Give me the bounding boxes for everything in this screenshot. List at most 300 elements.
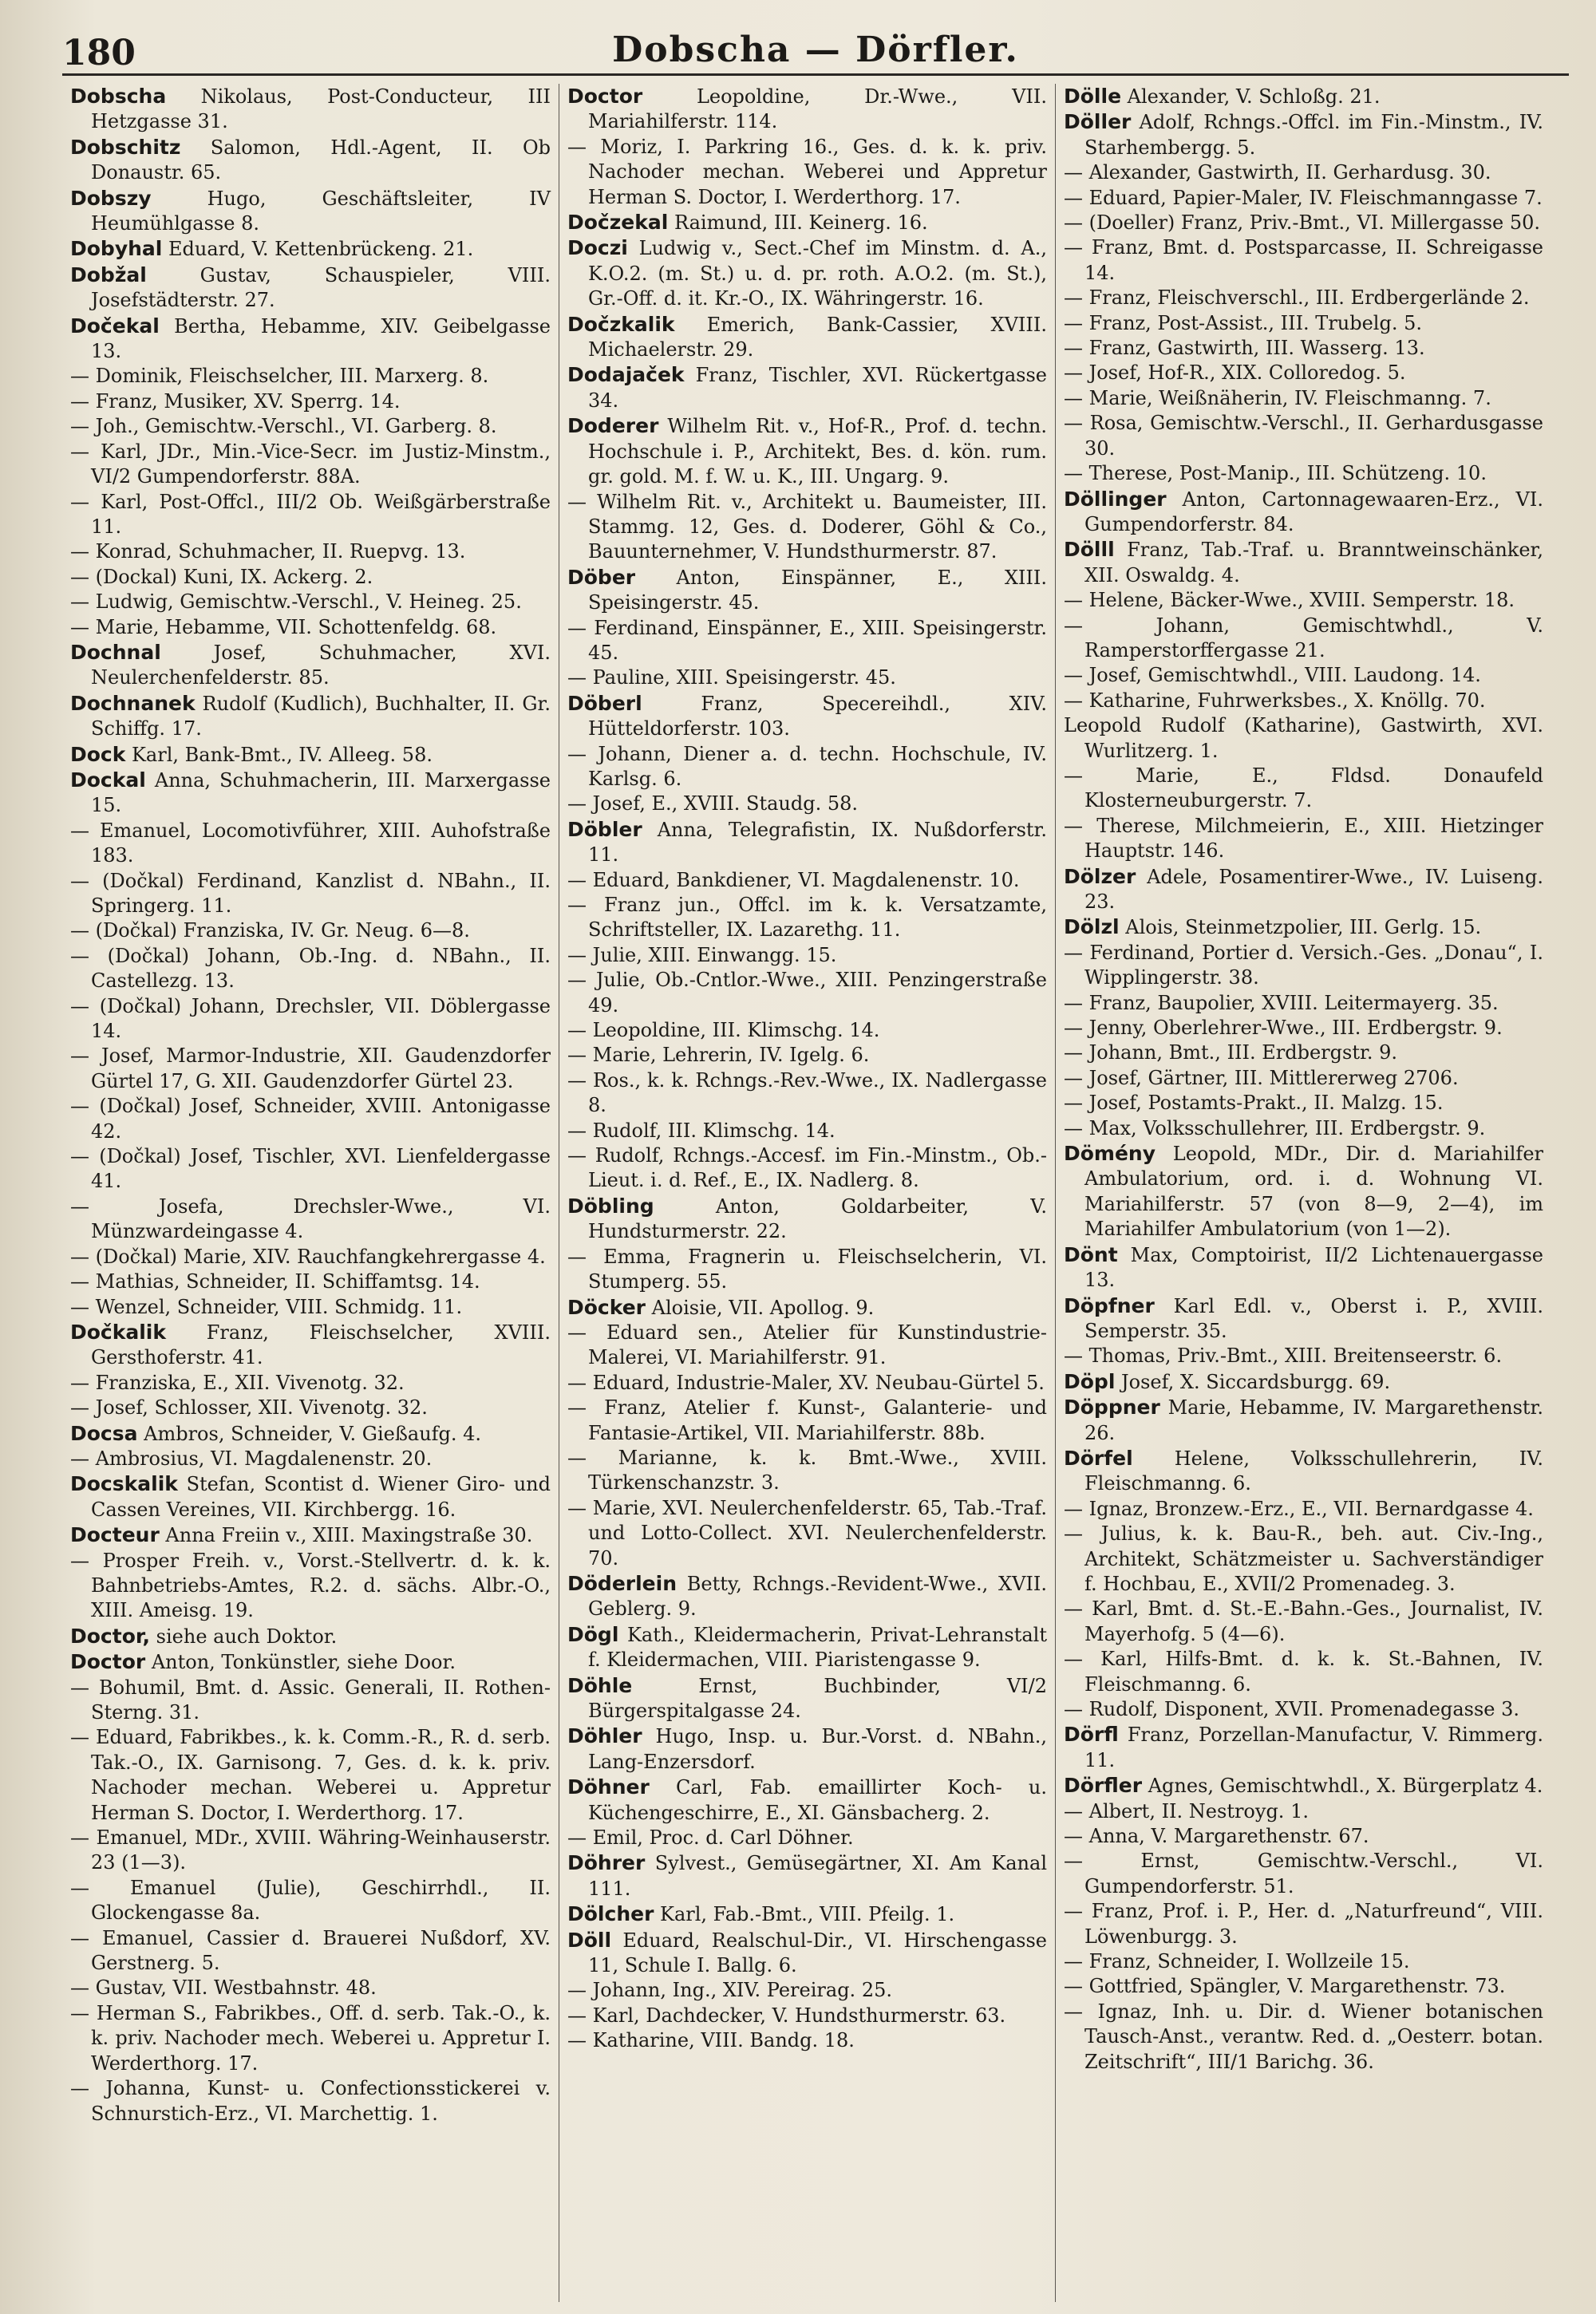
directory-entry (567, 1119, 1047, 1143)
entry-details: — (Dočkal) Josef, Tischler, XVI. Lienfeldergasse 41. (70, 1145, 551, 1193)
directory-entry (1064, 1974, 1543, 1999)
directory-entry (567, 1068, 1047, 1119)
directory-entry (1064, 1849, 1543, 1899)
entry-surname: Döhle (567, 1673, 633, 1697)
entry-details: Franz, Tischler, XVI. Rückertgasse 34. (588, 364, 1047, 412)
directory-entry (1064, 1899, 1543, 1949)
entry-details: Adolf, Rchngs.-Offcl. im Fin.-Minstm., IV. Starhembergg. 5. (1084, 111, 1543, 159)
entry-details: — Eduard, Industrie-Maler, XV. Neubau-Gürtel 5. (567, 1371, 1045, 1394)
entry-details: — Helene, Bäcker-Wwe., XVIII. Semperstr. 18. (1064, 589, 1515, 612)
entry-surname: Dobschitz (70, 135, 181, 159)
entry-details: Anton, Cartonnagewaaren-Erz., VI. Gumpendorferstr. 84. (1084, 488, 1543, 535)
directory-entry (70, 1447, 551, 1471)
entry-details: — Therese, Post-Manip., III. Schützeng. 10. (1064, 462, 1487, 485)
directory-entry (1064, 1799, 1543, 1824)
entry-details: Nikolaus, Post-Conducteur, III Hetzgasse 31. (91, 85, 551, 133)
entry-details: — (Dočkal) Johann, Drechsler, VII. Döblergasse 14. (70, 994, 551, 1043)
entry-surname: Dögl (567, 1622, 619, 1646)
entry-details: — Josefa, Drechsler-Wwe., VI. Münzwardeingasse 4. (70, 1195, 551, 1243)
directory-entry (70, 389, 551, 414)
entry-details: Josef, Schuhmacher, XVI. Neulerchenfelderstr. 85. (91, 641, 551, 689)
directory-entry (70, 263, 551, 314)
directory-entry (70, 1976, 551, 2000)
directory-entry (567, 1571, 1047, 1622)
entry-details: — Ros., k. k. Rchngs.-Rev.-Wwe., IX. Nadlergasse 8. (567, 1068, 1047, 1117)
entry-details: — Josef, Schlosser, XII. Vivenotg. 32. (70, 1396, 428, 1420)
entry-details: — Eduard sen., Atelier für Kunstindustrie-Malerei, VI. Mariahilferstr. 91. (567, 1321, 1047, 1369)
directory-entry (70, 364, 551, 389)
entry-details: — Pauline, XIII. Speisingerstr. 45. (567, 666, 896, 689)
entry-details: — Julie, XIII. Einwangg. 15. (567, 943, 837, 966)
directory-entry (70, 1270, 551, 1294)
entry-details: Ernst, Buchbinder, VI/2 Bürgerspitalgasse 24. (588, 1674, 1047, 1722)
entry-details: — Moriz, I. Parkring 16., Ges. d. k. k. priv. Nachoder mechan. Weberei und Appretur Herman S. Doctor, I. Werderthorg. 17. (567, 135, 1047, 208)
directory-entry (1064, 1041, 1543, 1065)
entry-details: — Karl, Bmt. d. St.-E.-Bahn.-Ges., Journalist, IV. Mayerhofg. 5 (4—6). (1064, 1597, 1543, 1645)
entry-details: Franz, Fleischselcher, XVIII. Gersthoferstr. 41. (91, 1321, 551, 1369)
entry-details: — Karl, Dachdecker, V. Hundsthurmerstr. 63. (567, 2004, 1006, 2027)
entry-details: Hugo, Geschäftsleiter, IV Heumühlgasse 8. (91, 187, 551, 235)
entry-details: — Emanuel, MDr., XVIII. Währing-Weinhauserstr. 23 (1—3). (70, 1826, 551, 1874)
directory-entry (1064, 109, 1543, 160)
entry-surname: Dočekal (70, 314, 160, 338)
directory-entry (70, 1421, 551, 1447)
directory-entry (70, 186, 551, 237)
entry-details: Alexander, V. Schloßg. 21. (1121, 85, 1381, 108)
entry-details: Franz, Tab.-Traf. u. Branntweinschänker, XII. Oswaldg. 4. (1084, 539, 1543, 586)
directory-entry (70, 2001, 551, 2076)
entry-details: — Marie, XVI. Neulerchenfelderstr. 65, Tab.-Traf. und Lotto-Collect. XVI. Neulerchenfelderstr. 70. (567, 1496, 1047, 1570)
entry-details: — (Doeller) Franz, Priv.-Bmt., VI. Millergasse 50. (1064, 211, 1541, 235)
entry-details: — Johann, Gemischtwhdl., V. Ramperstorffergasse 21. (1064, 614, 1543, 661)
entry-details: — (Dockal) Kuni, IX. Ackerg. 2. (70, 565, 373, 588)
directory-entry (1064, 1522, 1543, 1597)
directory-entry (70, 590, 551, 614)
entry-details: — Anna, V. Margarethenstr. 67. (1064, 1825, 1369, 1848)
entry-details: — Rosa, Gemischtw.-Verschl., II. Gerhardusgasse 30. (1064, 412, 1543, 460)
directory-entry (70, 1826, 551, 1876)
entry-surname: Dobszy (70, 186, 152, 210)
directory-entry (1064, 386, 1543, 411)
directory-entry (567, 1018, 1047, 1043)
entry-details: Kath., Kleidermacherin, Privat-Lehranstalt f. Kleidermachen, VIII. Piaristengasse 9. (588, 1623, 1047, 1672)
entry-surname: Döber (567, 565, 636, 589)
entry-details: — Max, Volksschullehrer, III. Erdbergstr. 9. (1064, 1116, 1486, 1139)
directory-entry (70, 1926, 551, 1976)
directory-entry (1064, 537, 1543, 588)
entry-details: — Mathias, Schneider, II. Schiffamtsg. 14. (70, 1270, 480, 1293)
directory-entry (1064, 211, 1543, 235)
directory-entry (567, 868, 1047, 893)
directory-entry (70, 742, 551, 768)
entry-details: — Prosper Freih. v., Vorst.-Stellvertr. d. k. k. Bahnbetriebs-Amtes, R.2. d. sächs. Albr.-O., XIII. Ameisg. 19. (70, 1549, 551, 1622)
entry-surname: Dörfler (1064, 1774, 1143, 1798)
entry-details: — Alexander, Gastwirth, II. Gerhardusg. 30. (1064, 161, 1491, 184)
directory-entry (567, 1724, 1047, 1775)
directory-entry (70, 640, 551, 691)
entry-surname: Doctor (70, 1650, 146, 1674)
entry-details: — Josef, Hof-R., XIX. Colloredog. 5. (1064, 361, 1406, 385)
directory-entry (567, 2004, 1047, 2028)
entry-surname: Doderer (567, 414, 659, 438)
directory-entry (567, 2028, 1047, 2053)
directory-entry (1064, 1344, 1543, 1368)
entry-details: Bertha, Hebamme, XIV. Geibelgasse 13. (91, 314, 551, 363)
entry-surname: Döll (567, 1928, 612, 1952)
directory-entry (1064, 160, 1543, 185)
directory-entry (70, 819, 551, 869)
directory-entry (70, 1549, 551, 1624)
entry-details: — Josef, Gemischtwhdl., VIII. Laudong. 14. (1064, 664, 1481, 687)
entry-details: — Ferdinand, Portier d. Versich.-Ges. „Donau“, I. Wipplingerstr. 38. (1064, 941, 1543, 989)
entry-details: — Ignaz, Bronzew.-Erz., E., VII. Bernardgasse 4. (1064, 1497, 1534, 1520)
directory-entry (567, 893, 1047, 943)
entry-details: Anna, Telegrafistin, IX. Nußdorferstr. 11. (588, 818, 1047, 867)
entry-surname: Dochnanek (70, 691, 196, 715)
directory-entry (1064, 311, 1543, 336)
directory-entry (1064, 411, 1543, 461)
entry-details: Betty, Rchngs.-Revident-Wwe., XVII. Geblerg. 9. (588, 1572, 1047, 1621)
entry-details: Emerich, Bank-Cassier, XVIII. Michaelerstr. 29. (588, 313, 1047, 361)
directory-entry (1064, 1116, 1543, 1141)
entry-details: Josef, X. Siccardsburgg. 69. (1115, 1370, 1391, 1393)
directory-entry (70, 944, 551, 994)
entry-details: Leopoldine, Dr.-Wwe., VII. Mariahilferstr. 114. (588, 85, 1047, 133)
entry-details: Leopold, MDr., Dir. d. Mariahilfer Ambulatorium, ord. i. d. Wohnung VI. Mariahilferstr. 57 (von 8—9, 2—4), im Mariahilfer Ambulatorium (von 1—2). (1084, 1143, 1543, 1241)
entry-details: — Albert, II. Nestroyg. 1. (1064, 1799, 1309, 1822)
directory-entry (567, 1850, 1047, 1901)
entry-details: Anton, Einspänner, E., XIII. Speisingerstr. 45. (588, 566, 1047, 614)
entry-details: — Josef, Postamts-Prakt., II. Malzg. 15. (1064, 1092, 1444, 1115)
entry-surname: Döller (1064, 110, 1132, 134)
entry-details: — Franz, Schneider, I. Wollzeile 15. (1064, 1950, 1410, 1973)
entry-details: — Herman S., Fabrikbes., Off. d. serb. Tak.-O., k. k. priv. Nachoder mech. Weberei u. Appretur I. Werderthorg. 17. (70, 2001, 551, 2075)
directory-entry (567, 413, 1047, 489)
entry-details: Karl, Fab.-Bmt., VIII. Pfeilg. 1. (654, 1903, 955, 1926)
entry-details: Wilhelm Rit. v., Hof-R., Prof. d. techn. Hochschule i. P., Architekt, Bes. d. kön. rum. gr. gold. M. f. W. u. K., III. Ungarg. 9. (588, 415, 1047, 488)
entry-details: Franz, Specereihdl., XIV. Hütteldorferstr. 103. (588, 692, 1047, 740)
entry-details: — Gottfried, Spängler, V. Margarethenstr. 73. (1064, 1975, 1506, 1998)
directory-entry (1064, 1824, 1543, 1849)
entry-details: Ambros, Schneider, V. Gießaufg. 4. (137, 1422, 482, 1445)
entry-surname: Dörfl (1064, 1723, 1119, 1747)
directory-entry (70, 918, 551, 943)
directory-entry (567, 1826, 1047, 1850)
directory-entry (70, 1195, 551, 1245)
entry-details: Leopold Rudolf (Katharine), Gastwirth, XVI. Wurlitzerg. 1. (1064, 714, 1543, 762)
entry-details: — Ferdinand, Einspänner, E., XIII. Speisingerstr. 45. (567, 616, 1047, 664)
directory-entry (70, 565, 551, 590)
directory-entry (567, 84, 1047, 135)
directory-entry (70, 1725, 551, 1826)
directory-entry (70, 1624, 551, 1649)
entry-details: — Franz, Bmt. d. Postsparcasse, II. Schreigasse 14. (1064, 236, 1543, 284)
directory-entry (1064, 764, 1543, 814)
entry-details: Eduard, V. Kettenbrückeng. 21. (162, 238, 474, 261)
entry-details: — Franz, Fleischverschl., III. Erdbergerlände 2. (1064, 286, 1530, 310)
directory-entry (70, 615, 551, 640)
directory-entry (567, 362, 1047, 413)
directory-entry (1064, 1141, 1543, 1242)
entry-details: — Gustav, VII. Westbahnstr. 48. (70, 1976, 377, 2000)
directory-entry (70, 1320, 551, 1371)
directory-entry (1064, 1066, 1543, 1091)
directory-entry (567, 691, 1047, 742)
directory-entry (567, 1928, 1047, 1979)
entry-details: — Thomas, Priv.-Bmt., XIII. Breitenseerstr. 6. (1064, 1345, 1503, 1368)
directory-entry (70, 1295, 551, 1320)
entry-surname: Dölzer (1064, 864, 1136, 888)
directory-entry (567, 1143, 1047, 1194)
entry-surname: Docteur (70, 1523, 160, 1547)
entry-surname: Doctor (567, 85, 643, 108)
entry-details: — Emanuel (Julie), Geschirrhdl., II. Glockengasse 8a. (70, 1876, 551, 1925)
directory-entry (70, 1044, 551, 1094)
entry-details: — Emanuel, Cassier d. Brauerei Nußdorf, XV. Gerstnerg. 5. (70, 1926, 551, 1975)
entry-details: — Wenzel, Schneider, VIII. Schmidg. 11. (70, 1295, 463, 1318)
entry-details: Eduard, Realschul-Dir., VI. Hirschengasse 11, Schule I. Ballg. 6. (588, 1929, 1047, 1977)
entry-details: — Franz, Post-Assist., III. Trubelg. 5. (1064, 311, 1423, 334)
directory-entry (70, 2076, 551, 2126)
directory-entry (1064, 1242, 1543, 1293)
directory-entry (1064, 2000, 1543, 2075)
entry-surname: Docskalik (70, 1472, 178, 1496)
entry-details: — Johann, Ing., XIV. Pereirag. 25. (567, 1979, 892, 2002)
entry-details: — Emma, Fragnerin u. Fleischselcherin, VI. Stumperg. 55. (567, 1245, 1047, 1293)
entry-details: — Ambrosius, VI. Magdalenenstr. 20. (70, 1447, 433, 1470)
entry-details: — Marie, Hebamme, VII. Schottenfeldg. 68. (70, 615, 497, 638)
directory-entry (567, 1396, 1047, 1446)
entry-details: — Ernst, Gemischtw.-Verschl., VI. Gumpendorferstr. 51. (1064, 1850, 1543, 1897)
directory-entry (567, 1371, 1047, 1396)
directory-entry (1064, 1293, 1543, 1345)
entry-surname: Döderlein (567, 1571, 677, 1595)
directory-entry (567, 943, 1047, 968)
entry-surname: Dölll (1064, 538, 1115, 562)
entry-surname: Dölcher (567, 1902, 654, 1926)
entry-details: Sylvest., Gemüsegärtner, XI. Am Kanal 111. (588, 1852, 1047, 1900)
entry-details: Marie, Hebamme, IV. Margarethenstr. 26. (1084, 1396, 1543, 1444)
entry-details: Agnes, Gemischtwhdl., X. Bürgerplatz 4. (1142, 1775, 1543, 1798)
directory-entry (70, 314, 551, 365)
directory-entry (1064, 1647, 1543, 1697)
entry-details: — Franz jun., Offcl. im k. k. Versatzamte, Schriftsteller, IX. Lazarethg. 11. (567, 894, 1047, 942)
directory-entry (567, 1901, 1047, 1927)
entry-details: — Emanuel, Locomotivführer, XIII. Auhofstraße 183. (70, 819, 551, 867)
directory-entry (70, 691, 551, 742)
entry-details: — Wilhelm Rit. v., Architekt u. Baumeister, III. Stammg. 12, Ges. d. Doderer, Göhl & Co., Bauunternehmer, V. Hundsthurmerstr. 87. (567, 490, 1047, 563)
entry-details: Anna, Schuhmacherin, III. Marxergasse 15. (91, 768, 551, 817)
entry-surname: Döcker (567, 1295, 646, 1319)
directory-entry (567, 1043, 1047, 1068)
directory-entry (1064, 864, 1543, 915)
directory-entry (567, 312, 1047, 363)
entry-details: — Jenny, Oberlehrer-Wwe., III. Erdbergstr. 9. (1064, 1017, 1503, 1040)
entry-surname: Döberl (567, 691, 642, 715)
directory-entry (70, 1649, 551, 1675)
entry-surname: Dock (70, 742, 126, 766)
directory-entry (70, 440, 551, 490)
directory-entry (567, 210, 1047, 235)
entry-surname: Dobžal (70, 263, 147, 286)
directory-entry (70, 994, 551, 1044)
entry-details: — Bohumil, Bmt. d. Assic. Generali, II. Rothen-Sterng. 31. (70, 1676, 551, 1724)
entry-details: — Marianne, k. k. Bmt.-Wwe., XVIII. Türkenschanzstr. 3. (567, 1446, 1047, 1495)
directory-entry (70, 84, 551, 135)
directory-entry (1064, 1497, 1543, 1522)
directory-columns (62, 84, 1569, 2302)
entry-details: — Eduard, Papier-Maler, IV. Fleischmanngasse 7. (1064, 186, 1543, 209)
entry-surname: Döpfner (1064, 1293, 1155, 1317)
directory-entry (567, 968, 1047, 1018)
entry-details: — Rudolf, III. Klimschg. 14. (567, 1119, 836, 1142)
directory-entry (1064, 461, 1543, 486)
directory-entry (70, 1471, 551, 1522)
running-title: Dobscha — Dörfler. (612, 30, 1019, 70)
entry-details: Helene, Volksschullehrerin, IV. Fleischmanng. 6. (1084, 1447, 1543, 1495)
entry-details: — Rudolf, Disponent, XVII. Promenadegasse 3. (1064, 1698, 1520, 1720)
entry-surname: Docsa (70, 1421, 138, 1445)
directory-entry (567, 665, 1047, 690)
directory-entry (70, 1522, 551, 1548)
entry-details: — (Dočkal) Ferdinand, Kanzlist d. NBahn., II. Springerg. 11. (70, 869, 551, 917)
directory-entry (567, 1496, 1047, 1571)
directory-entry (1064, 1016, 1543, 1041)
entry-details: — Ludwig, Gemischtw.-Verschl., V. Heineg. 25. (70, 590, 522, 614)
directory-entry (1064, 1597, 1543, 1647)
directory-entry (567, 1194, 1047, 1245)
entry-details: Max, Comptoirist, II/2 Lichtenauergasse 13. (1084, 1243, 1543, 1292)
directory-entry (1064, 689, 1543, 713)
directory-entry (70, 236, 551, 262)
entry-surname: Dochnal (70, 640, 161, 664)
directory-entry (1064, 84, 1543, 109)
entry-details: — Julie, Ob.-Cntlor.-Wwe., XIII. Penzingerstraße 49. (567, 969, 1047, 1017)
directory-entry (1064, 336, 1543, 361)
directory-entry (567, 1245, 1047, 1295)
page-number: 180 (62, 33, 136, 73)
entry-details: Carl, Fab. emaillirter Koch- u. Küchengeschirre, E., XI. Gänsbacherg. 2. (588, 1776, 1047, 1824)
entry-details: — Emil, Proc. d. Carl Döhner. (567, 1826, 854, 1850)
directory-entry (70, 1676, 551, 1726)
entry-details: — Leopoldine, III. Klimschg. 14. (567, 1019, 880, 1042)
entry-details: — Marie, Weißnäherin, IV. Fleischmanng. 7. (1064, 386, 1491, 409)
directory-entry (1064, 235, 1543, 286)
directory-entry (1064, 1091, 1543, 1116)
directory-entry (1064, 614, 1543, 664)
directory-entry (567, 565, 1047, 616)
page-header (62, 21, 1569, 76)
entry-details: — Eduard, Fabrikbes., k. k. Comm.-R., R. d. serb. Tak.-O., IX. Garnisong. 7, Ges. d. k. k. priv. Nachoder mechan. Weberei u. Appretur Herman S. Doctor, I. Werderthorg. 17. (70, 1726, 551, 1824)
entry-details: — Marie, E., Fldsd. Donaufeld Klosterneuburgerstr. 7. (1064, 764, 1543, 812)
entry-details: Karl, Bank-Bmt., IV. Alleeg. 58. (125, 743, 433, 766)
entry-details: — (Dočkal) Josef, Schneider, XVIII. Antonigasse 42. (70, 1095, 551, 1143)
directory-entry (567, 1446, 1047, 1496)
directory-entry (70, 490, 551, 540)
directory-entry (1064, 1697, 1543, 1722)
entry-surname: Doczi (567, 236, 628, 260)
entry-surname: Döbling (567, 1194, 654, 1218)
entry-details: Aloisie, VII. Apollog. 9. (646, 1296, 875, 1319)
directory-entry (70, 768, 551, 819)
directory-entry (567, 490, 1047, 565)
entry-surname: Döppner (1064, 1396, 1160, 1420)
directory-entry (567, 792, 1047, 816)
directory-entry (1064, 186, 1543, 211)
entry-details: — Joh., Gemischtw.-Verschl., VI. Garberg. 8. (70, 415, 497, 438)
entry-details: — Franz, Baupolier, XVIII. Leitermayerg. 35. (1064, 991, 1499, 1014)
entry-details: — (Dočkal) Johann, Ob.-Ing. d. NBahn., II. Castellezg. 13. (70, 944, 551, 993)
directory-entry (70, 1245, 551, 1270)
directory-entry (567, 817, 1047, 868)
entry-details: — Josef, E., XVIII. Staudg. 58. (567, 792, 859, 815)
entry-details: Alois, Steinmetzpolier, III. Gerlg. 15. (1119, 916, 1482, 939)
entry-details: Raimund, III. Keinerg. 16. (668, 211, 928, 235)
directory-entry (1064, 914, 1543, 940)
entry-surname: Dobscha (70, 85, 167, 108)
entry-details: — Rudolf, Rchngs.-Accesf. im Fin.-Minstm., Ob.-Lieut. i. d. Ref., E., IX. Nadlerg. 8. (567, 1144, 1047, 1192)
entry-details: — Karl, Hilfs-Bmt. d. k. k. St.-Bahnen, IV. Fleischmanng. 6. (1064, 1648, 1543, 1696)
entry-details: — Konrad, Schuhmacher, II. Ruepvg. 13. (70, 540, 466, 563)
entry-details: Stefan, Scontist d. Wiener Giro- und Cassen Vereines, VII. Kirchbergg. 16. (91, 1473, 551, 1521)
entry-surname: Dömény (1064, 1142, 1156, 1166)
directory-entry (1064, 663, 1543, 688)
directory-entry (70, 1396, 551, 1420)
directory-entry (567, 742, 1047, 792)
entry-details: — Franz, Gastwirth, III. Wasserg. 13. (1064, 337, 1425, 360)
entry-surname: Dodajaček (567, 363, 685, 387)
directory-entry (1064, 487, 1543, 538)
entry-details: siehe auch Doktor. (150, 1625, 338, 1648)
directory-entry (70, 1876, 551, 1926)
directory-entry (567, 1673, 1047, 1724)
directory-entry (1064, 1446, 1543, 1497)
entry-details: Ludwig v., Sect.-Chef im Minstm. d. A., K.O.2. (m. St.) u. d. pr. roth. A.O.2. (m. St.), Gr.-Off. d. it. Kr.-O., IX. Währingerstr. 16. (588, 237, 1047, 310)
directory-entry (1064, 1949, 1543, 1974)
entry-details: Rudolf (Kudlich), Buchhalter, II. Gr. Schiffg. 17. (91, 692, 551, 740)
entry-details: — Marie, Lehrerin, IV. Igelg. 6. (567, 1044, 870, 1067)
entry-details: — Ignaz, Inh. u. Dir. d. Wiener botanischen Tausch-Anst., verantw. Red. d. „Oesterr. botan. Zeitschrift“, III/1 Barichg. 36. (1064, 2000, 1543, 2073)
entry-details: — Katharine, VIII. Bandg. 18. (567, 2029, 855, 2052)
entry-surname: Dočzkalik (567, 312, 675, 336)
entry-details: Hugo, Insp. u. Bur.-Vorst. d. NBahn., Lang-Enzersdorf. (588, 1725, 1047, 1773)
entry-details: — Josef, Marmor-Industrie, XII. Gaudenzdorfer Gürtel 17, G. XII. Gaudenzdorfer Gürtel 23. (70, 1044, 551, 1092)
column-middle (559, 84, 1055, 2302)
entry-surname: Döllinger (1064, 487, 1167, 511)
entry-details: — Julius, k. k. Bau-R., beh. aut. Civ.-Ing., Architekt, Schätzmeister u. Sachverständiger f. Hochbau, E., XVII/2 Promenadeg. 3. (1064, 1522, 1543, 1595)
column-left (62, 84, 559, 2302)
entry-surname: Dönt (1064, 1242, 1118, 1266)
entry-details: — Johann, Diener a. d. techn. Hochschule, IV. Karlsg. 6. (567, 742, 1047, 790)
directory-entry (1064, 1395, 1543, 1446)
entry-details: — Franz, Prof. i. P., Her. d. „Naturfreund“, VIII. Löwenburgg. 3. (1064, 1900, 1543, 1948)
entry-details: Karl Edl. v., Oberst i. P., XVIII. Semperstr. 35. (1084, 1294, 1543, 1342)
entry-surname: Doctor, (70, 1624, 151, 1648)
entry-details: — Dominik, Fleischselcher, III. Marxerg. 8. (70, 365, 489, 388)
column-right (1055, 84, 1551, 2302)
entry-details: — Katharine, Fuhrwerksbes., X. Knöllg. 70. (1064, 689, 1486, 712)
entry-details: — Karl, JDr., Min.-Vice-Secr. im Justiz-Minstm., VI/2 Gumpendorferstr. 88A. (70, 440, 551, 488)
entry-details: — Franziska, E., XII. Vivenotg. 32. (70, 1371, 405, 1394)
directory-entry (1064, 991, 1543, 1016)
directory-entry (567, 1321, 1047, 1371)
directory-entry (1064, 941, 1543, 991)
directory-entry (70, 1144, 551, 1195)
entry-details: Anna Freiin v., XIII. Maxingstraße 30. (159, 1524, 533, 1547)
entry-details: — Therese, Milchmeierin, E., XIII. Hietzinger Hauptstr. 146. (1064, 814, 1543, 863)
entry-details: Adele, Posamentirer-Wwe., IV. Luiseng. 23. (1084, 865, 1543, 913)
entry-surname: Dočkalik (70, 1320, 167, 1344)
